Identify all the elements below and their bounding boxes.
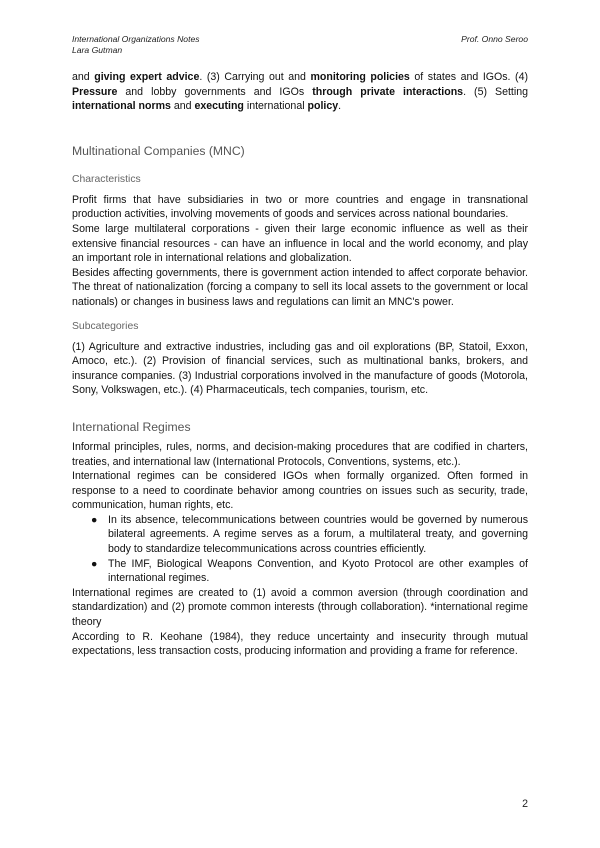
subcategories-paragraph: (1) Agriculture and extractive industries, including gas and oil explorations (BP, Statoil, Exxon, Amoco, etc.). (2) Provision of financial services, such as multinational banks, brokers, and insurance companies. (3) Industrial corporations involved in the manufacture of goods (Motorola, Sony, Volkswagen, etc.). (4) Pharmaceuticals, tech companies, tourism, etc. — [72, 340, 528, 397]
mnc-paragraph: Profit firms that have subsidiaries in two or more countries and engage in transnational production activities, involving movements of goods and services across national boundaries. — [72, 193, 528, 221]
regimes-paragraph: According to R. Keohane (1984), they reduce uncertainty and insecurity through mutual expectations, less transaction costs, producing information and providing a frame for reference. — [72, 630, 528, 658]
list-item — [91, 513, 528, 557]
text-run: and — [72, 71, 95, 83]
text-run: and lobby governments and IGOs — [117, 85, 313, 98]
bold-text-run: giving expert advice — [94, 71, 200, 83]
list-item — [91, 557, 528, 586]
mnc-heading: Multinational Companies (MNC) — [72, 143, 245, 158]
text-run: and — [170, 100, 195, 113]
bullet-text: The IMF, Biological Weapons Convention, and Kyoto Protocol are other examples of international regimes. — [108, 557, 528, 585]
regimes-paragraph: International regimes are created to (1) avoid a common aversion (through coordination and standardization) and (2) promote common interests (through collaboration). *international regime theory — [72, 586, 528, 629]
text-run: . — [338, 100, 342, 113]
subcategories-subheading: Subcategories — [72, 320, 139, 332]
page-number: 2 — [522, 798, 528, 810]
bold-text-run: executing — [194, 100, 244, 113]
bold-text-run: international norms — [72, 100, 171, 113]
professor-name: Prof. Onno Seroo — [461, 34, 528, 44]
text-run: . (5) Setting — [463, 85, 528, 98]
mnc-paragraph: Besides affecting governments, there is government action intended to affect corporate behavior. The threat of nationalization (forcing a company to sell its local assets to the government or local nationals) or changes in business laws and regulations can limit an MNC's power. — [72, 266, 528, 308]
regimes-bullet-list — [72, 513, 528, 586]
bold-text-run: policy — [307, 100, 339, 113]
author-name: Lara Gutman — [72, 45, 123, 55]
bullet-icon: ● — [91, 513, 98, 526]
bullet-icon: ● — [91, 557, 98, 570]
text-run: of states and IGOs. (4) — [409, 71, 529, 83]
page-header-left — [72, 34, 200, 56]
bullet-text: In its absence, telecommunications between countries would be governed by numerous bilateral agreements. A regime serves as a forum, a multilateral treaty, and governing body to standardize telecommunications across countries efficiently. — [108, 513, 528, 556]
intro-paragraph — [72, 70, 528, 114]
regimes-paragraph: Informal principles, rules, norms, and decision-making procedures that are codified in charters, treaties, and international law (International Protocols, Conventions, systems, etc.). — [72, 440, 528, 468]
regimes-heading: International Regimes — [72, 419, 191, 434]
text-run: international — [243, 100, 308, 113]
text-run: . (3) Carrying out and — [199, 71, 311, 83]
bold-text-run: monitoring policies — [310, 71, 410, 83]
bold-text-run: through private interactions — [312, 85, 464, 98]
regimes-paragraph: International regimes can be considered IGOs when formally organized. Often formed in response to a need to coordinate behavior among countries on issues such as security, trade, communication, human rights, etc. — [72, 470, 528, 512]
characteristics-subheading: Characteristics — [72, 173, 141, 185]
page-content — [72, 70, 528, 659]
course-title: International Organizations Notes — [72, 34, 200, 44]
bold-text-run: Pressure — [72, 85, 118, 98]
mnc-paragraph: Some large multilateral corporations - given their large economic influence as well as their extensive financial resources - can have an influence in local and the world economy, and play an important role in international relations and globalization. — [72, 222, 528, 265]
